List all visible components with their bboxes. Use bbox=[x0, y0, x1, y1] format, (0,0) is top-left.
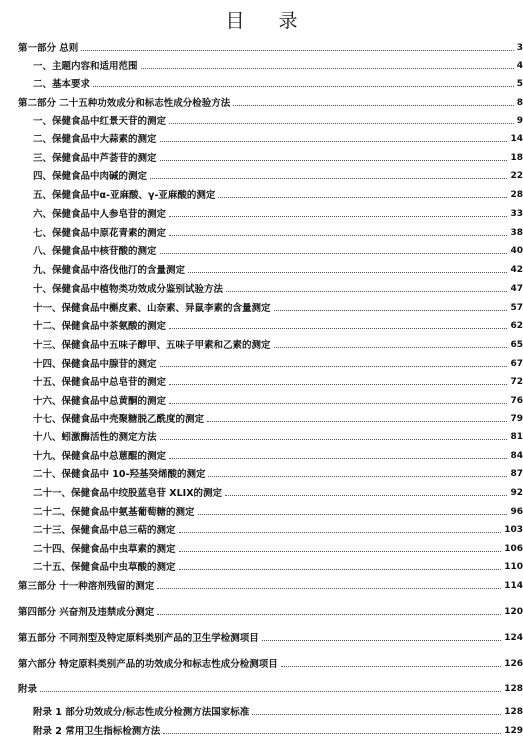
toc-dot-leader bbox=[233, 105, 513, 106]
toc-entry-label: 四、保健食品中肉碱的测定 bbox=[33, 171, 148, 182]
toc-dot-leader bbox=[160, 366, 508, 367]
toc-entry[interactable] bbox=[0, 704, 523, 718]
toc-entry[interactable] bbox=[0, 225, 523, 239]
toc-entry-label: 十九、保健食品中总蒽醌的测定 bbox=[33, 451, 167, 462]
toc-entry-label: 七、保健食品中原花青素的测定 bbox=[33, 228, 167, 239]
toc-entry-page: 87 bbox=[510, 469, 523, 479]
toc-entry[interactable] bbox=[0, 318, 523, 332]
toc-entry-page: 38 bbox=[510, 228, 523, 238]
toc-entry-page: 57 bbox=[510, 303, 523, 313]
toc-dot-leader bbox=[169, 328, 507, 329]
toc-entry-label: 十五、保健食品中总皂苷的测定 bbox=[33, 377, 167, 388]
toc-entry[interactable] bbox=[0, 630, 523, 644]
toc-entry-page: 79 bbox=[510, 414, 523, 424]
toc-entry-label: 二十、保健食品中 10-羟基癸烯酸的测定 bbox=[33, 469, 206, 480]
toc-entry-label: 附录 2 常用卫生指标检测方法 bbox=[33, 726, 161, 737]
toc-entry[interactable] bbox=[0, 168, 523, 182]
toc-entry-page: 9 bbox=[516, 116, 523, 126]
toc-entry-label: 第二部分 二十五种功效成分和标志性成分检验方法 bbox=[18, 98, 231, 109]
toc-dot-leader bbox=[169, 123, 514, 124]
page-title: 目 录 bbox=[225, 10, 312, 32]
toc-entry-page: 126 bbox=[504, 659, 523, 669]
toc-dot-leader bbox=[179, 551, 502, 552]
toc-entry[interactable] bbox=[0, 58, 523, 72]
toc-entry-label: 五、保健食品中α-亚麻酸、γ-亚麻酸的测定 bbox=[33, 190, 216, 201]
toc-dot-leader bbox=[150, 178, 507, 179]
toc-entry-label: 九、保健食品中洛伐他汀的含量测定 bbox=[33, 265, 186, 276]
toc-entry[interactable] bbox=[0, 504, 523, 518]
toc-entry-label: 十四、保健食品中腺苷的测定 bbox=[33, 359, 157, 370]
toc-entry-page: 28 bbox=[510, 190, 523, 200]
toc-entry[interactable] bbox=[0, 485, 523, 499]
toc-entry-page: 92 bbox=[510, 488, 523, 498]
toc-dot-leader bbox=[157, 614, 501, 615]
toc-entry[interactable] bbox=[0, 76, 523, 90]
toc-entry-page: 114 bbox=[504, 581, 523, 591]
toc-entry-label: 三、保健食品中芦荟苷的测定 bbox=[33, 153, 157, 164]
toc-entry[interactable] bbox=[0, 522, 523, 536]
toc-entry[interactable] bbox=[0, 206, 523, 220]
toc-entry-label: 十一、保健食品中槲皮素、山奈素、异鼠李素的含量测定 bbox=[33, 303, 271, 314]
toc-entry-page: 47 bbox=[510, 284, 523, 294]
toc-dot-leader bbox=[208, 476, 507, 477]
toc-entry-page: 62 bbox=[510, 321, 523, 331]
toc-dot-leader bbox=[169, 384, 507, 385]
toc-entry[interactable] bbox=[0, 604, 523, 618]
toc-dot-leader bbox=[169, 216, 507, 217]
toc-dot-leader bbox=[169, 403, 507, 404]
toc-entry[interactable] bbox=[0, 466, 523, 480]
toc-entry-label: 第一部分 总则 bbox=[18, 43, 79, 54]
toc-dot-leader bbox=[163, 733, 501, 734]
toc-entry[interactable] bbox=[0, 578, 523, 592]
toc-entry-page: 18 bbox=[510, 153, 523, 163]
toc-entry-label: 第三部分 十一种溶剂残留的测定 bbox=[18, 581, 155, 592]
toc-entry-label: 二十五、保健食品中虫草酸的测定 bbox=[33, 562, 176, 573]
toc-entry[interactable] bbox=[0, 429, 523, 443]
toc-entry-page: 22 bbox=[510, 171, 523, 181]
toc-dot-leader bbox=[169, 235, 507, 236]
toc-dot-leader bbox=[179, 569, 502, 570]
toc-entry-label: 十三、保健食品中五味子醇甲、五味子甲素和乙素的测定 bbox=[33, 340, 271, 351]
toc-entry-label: 一、主题内容和适用范围 bbox=[33, 61, 138, 72]
toc-entry-page: 65 bbox=[510, 340, 523, 350]
toc-entry[interactable] bbox=[0, 656, 523, 670]
toc-entry-label: 二十一、保健食品中绞股蓝皂苷 XLIX的测定 bbox=[33, 488, 223, 499]
toc-entry[interactable] bbox=[0, 393, 523, 407]
toc-entry-page: 96 bbox=[510, 507, 523, 517]
toc-entry-page: 120 bbox=[504, 607, 523, 617]
toc-entry-label: 第六部分 特定原料类别产品的功效成分和标志性成分检测项目 bbox=[18, 659, 278, 670]
toc-entry[interactable] bbox=[0, 40, 523, 54]
toc-entry-label: 十八、蚓激酶活性的测定方法 bbox=[33, 432, 157, 443]
toc-dot-leader bbox=[218, 197, 507, 198]
toc-dot-leader bbox=[252, 714, 501, 715]
toc-dot-leader bbox=[160, 253, 508, 254]
toc-entry-page: 4 bbox=[516, 61, 523, 71]
toc-entry-page: 103 bbox=[504, 525, 523, 535]
toc-entry-label: 附录 1 部分功效成分/标志性成分检测方法国家标准 bbox=[33, 707, 250, 718]
toc-dot-leader bbox=[40, 691, 501, 692]
toc-entry[interactable] bbox=[0, 411, 523, 425]
toc-dot-leader bbox=[160, 160, 508, 161]
toc-entry[interactable] bbox=[0, 541, 523, 555]
toc-entry-page: 81 bbox=[510, 432, 523, 442]
toc-entry-label: 附录 bbox=[18, 684, 38, 695]
toc-entry[interactable] bbox=[0, 300, 523, 314]
toc-dot-leader bbox=[81, 50, 513, 51]
toc-entry-page: 72 bbox=[510, 377, 523, 387]
toc-entry-label: 十六、保健食品中总黄酮的测定 bbox=[33, 396, 167, 407]
toc-entry[interactable] bbox=[0, 113, 523, 127]
toc-entry-label: 第五部分 不同剂型及特定原料类别产品的卫生学检测项目 bbox=[18, 633, 259, 644]
toc-dot-leader bbox=[169, 458, 507, 459]
toc-dot-leader bbox=[141, 68, 514, 69]
toc-dot-leader bbox=[179, 532, 502, 533]
toc-entry[interactable] bbox=[0, 95, 523, 109]
toc-entry[interactable] bbox=[0, 262, 523, 276]
toc-entry[interactable] bbox=[0, 243, 523, 257]
toc-entry[interactable] bbox=[0, 723, 523, 737]
toc-entry-label: 十七、保健食品中壳聚糖脱乙酰度的测定 bbox=[33, 414, 205, 425]
toc-entry-label: 一、保健食品中红景天苷的测定 bbox=[33, 116, 167, 127]
toc-entry-page: 84 bbox=[510, 451, 523, 461]
toc-dot-leader bbox=[160, 141, 508, 142]
toc-dot-leader bbox=[274, 310, 508, 311]
toc-entry[interactable] bbox=[0, 187, 523, 201]
toc-entry[interactable] bbox=[0, 448, 523, 462]
toc-entry-label: 二十三、保健食品中总三萜的测定 bbox=[33, 525, 176, 536]
toc-entry-page: 128 bbox=[504, 707, 523, 717]
toc-entry-page: 40 bbox=[510, 246, 523, 256]
toc-dot-leader bbox=[160, 439, 508, 440]
toc-entry-label: 二十四、保健食品中虫草素的测定 bbox=[33, 544, 176, 555]
toc-dot-leader bbox=[274, 347, 508, 348]
toc-entry-page: 76 bbox=[510, 396, 523, 406]
toc-entry-label: 第四部分 兴奋剂及违禁成分测定 bbox=[18, 607, 155, 618]
toc-entry[interactable] bbox=[0, 150, 523, 164]
toc-entry-label: 十、保健食品中植物类功效成分鉴别试验方法 bbox=[33, 284, 224, 295]
toc-dot-leader bbox=[226, 291, 507, 292]
toc-dot-leader bbox=[198, 514, 508, 515]
toc-entry[interactable] bbox=[0, 374, 523, 388]
toc-entry[interactable] bbox=[0, 337, 523, 351]
toc-entry-label: 二十二、保健食品中氨基葡萄糖的测定 bbox=[33, 507, 195, 518]
toc-entry[interactable] bbox=[0, 356, 523, 370]
toc-dot-leader bbox=[281, 666, 501, 667]
toc-entry-label: 二、保健食品中大蒜素的测定 bbox=[33, 134, 157, 145]
toc-entry-page: 67 bbox=[510, 359, 523, 369]
toc-entry-page: 14 bbox=[510, 134, 523, 144]
toc-dot-leader bbox=[262, 640, 501, 641]
toc-entry-page: 129 bbox=[504, 726, 523, 736]
toc-dot-leader bbox=[157, 588, 501, 589]
toc-entry-label: 八、保健食品中核苷酸的测定 bbox=[33, 246, 157, 257]
toc-entry-page: 110 bbox=[504, 562, 523, 572]
toc-dot-leader bbox=[188, 272, 507, 273]
toc-dot-leader bbox=[93, 86, 514, 87]
toc-entry-page: 8 bbox=[516, 98, 523, 108]
toc-entry-page: 5 bbox=[516, 79, 523, 89]
toc-entry-label: 十二、保健食品中茶氨酸的测定 bbox=[33, 321, 167, 332]
toc-dot-leader bbox=[225, 495, 507, 496]
toc-entry[interactable] bbox=[0, 131, 523, 145]
toc-dot-leader bbox=[207, 421, 507, 422]
toc-entry[interactable] bbox=[0, 559, 523, 573]
toc-entry-page: 3 bbox=[516, 43, 523, 53]
toc-entry-page: 33 bbox=[510, 209, 523, 219]
toc-entry-label: 二、基本要求 bbox=[33, 79, 91, 90]
toc-entry-page: 128 bbox=[504, 684, 523, 694]
toc-entry-label: 六、保健食品中人参皂苷的测定 bbox=[33, 209, 167, 220]
toc-entry[interactable] bbox=[0, 281, 523, 295]
toc-entry-page: 106 bbox=[504, 544, 523, 554]
toc-entry-page: 124 bbox=[504, 633, 523, 643]
toc-entry-page: 42 bbox=[510, 265, 523, 275]
toc-entry[interactable] bbox=[0, 681, 523, 695]
